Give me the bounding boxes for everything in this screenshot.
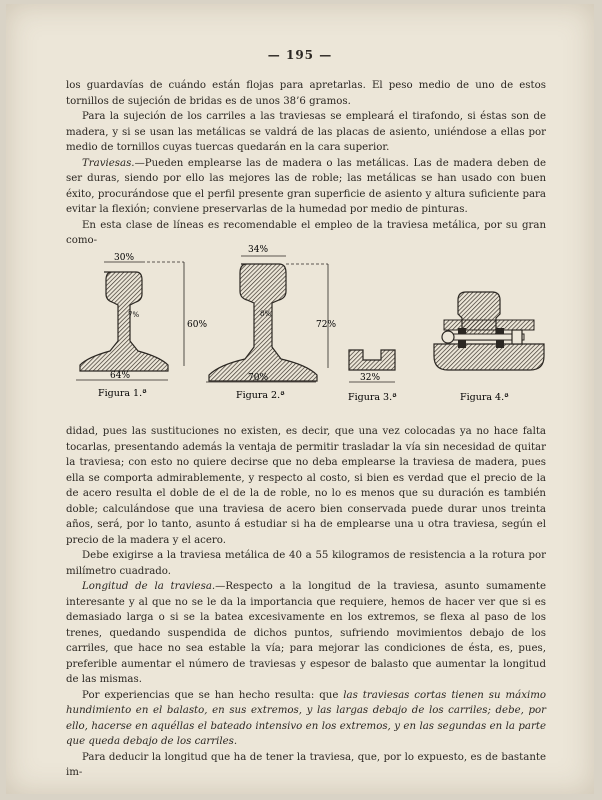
figures-area <box>66 232 546 412</box>
bottom-text-block <box>66 424 546 781</box>
fig2-base-label: 70% <box>248 373 269 383</box>
paragraph-3-body: —Pueden emplearse las de madera o las metálicas. Las de madera deben de ser duras, siendo por ello las mejores las de roble; las metálicas se han usado con buen éxito, procurándose que el perfil presente gran superficie de asiento y altura suficiente para evitar la flexión; conviene preservarlas de la humedad por medio de pinturas. <box>66 157 546 215</box>
heading-longitud: Longitud de la traviesa. <box>82 581 216 592</box>
document-page <box>6 4 594 794</box>
fig2-width-label: 34% <box>248 245 269 255</box>
page-number: — 195 — <box>267 48 333 62</box>
heading-traviesas: Traviesas. <box>82 157 135 169</box>
paragraph-5: didad, pues las sustituciones no existen, es decir, que una vez colocadas ya no hace falta tocarlas, presentando además la ventaja de permitir trasladar la vía sin necesidad de quitar la traviesa; con esto no quiere decirse que no deba emplearse la traviesa de madera, pues ella se comporta admirablemente, y respecto al costo, si bien es verdad que el precio de la de acero resulta el doble de el de la de roble, no lo es menos que su duración es también doble; calculándose que una traviesa de acero bien conservada puede durar unos treinta años, será, por lo tanto, asunto á estudiar si ha de emplearse una u otra traviesa, según el precio de la madera y el acero. <box>66 426 546 546</box>
figure-1-rail <box>76 262 184 380</box>
figure-2-caption: Figura 2.ª <box>236 390 285 401</box>
paragraph-6: Debe exigirse a la traviesa metálica de 40 a 55 kilogramos de resistencia a la rotura por milímetro cuadrado. <box>66 550 546 577</box>
fig1-base-label: 64% <box>110 371 131 381</box>
fig1-height-label: 60% <box>187 320 208 330</box>
paragraph-2: Para la sujeción de los carriles a las traviesas se empleará el tirafondo, si éstas son de madera, y si se usan las metálicas se valdrá de las placas de asiento, uniéndose a ellas por medio de tornillos cuyas tuercas quedarán en la cara superior. <box>66 111 546 153</box>
paragraph-4: En esta clase de líneas es recomendable el empleo de la traviesa metálica, por su gran como- <box>66 219 546 246</box>
paragraph-1: los guardavías de cuándo están flojas para apretarlas. El peso medio de uno de estos tornillos de sujeción de bridas es de unos 38’6 gramos. <box>66 80 546 107</box>
paragraph-7 <box>66 579 546 688</box>
figure-2-rail <box>206 256 328 382</box>
top-text-block <box>66 78 546 249</box>
figure-4-caption: Figura 4.ª <box>460 392 509 403</box>
paragraph-3 <box>66 156 546 218</box>
figure-4-fastening <box>434 292 544 370</box>
paragraph-8-start: Por experiencias que se han hecho resulta: que <box>82 689 344 701</box>
fig1-web-label: 7% <box>128 311 140 319</box>
paragraph-9: Para deducir la longitud que ha de tener la traviesa, que, por lo expuesto, es de bastante im- <box>66 751 546 778</box>
fig1-width-label: 30% <box>114 253 135 263</box>
paragraph-8 <box>66 688 546 750</box>
fig3-base-label: 32% <box>360 373 381 383</box>
figure-3-caption: Figura 3.ª <box>348 392 397 403</box>
paragraph-8-italic: las traviesas cortas tienen su máximo hundimiento en el balasto, en sus extremos, y las largas debajo de los carriles; debe, por ello, hacerse en aquéllas el bateado intensivo en los extremos, y en las segundas en la parte que queda debajo de los carriles. <box>66 689 546 747</box>
fig2-height-label: 72% <box>316 320 337 330</box>
figure-1-caption: Figura 1.ª <box>98 388 147 399</box>
rail-profiles-illustration <box>66 232 546 412</box>
fig2-web-label: 8% <box>260 310 272 318</box>
paragraph-7-body: —Respecto a la longitud de la traviesa, asunto sumamente interesante y al que no se le da la importancia que requiere, hemos de hacer ver que si es demasiado larga o si se la batea excesivamente en los extremos, se flexa al paso de los trenes, quedando suspendida de dichos puntos, sufriendo movimientos debajo de los carriles, que hace no sea estable la vía; para mejorar las condiciones de ésta, es, pues, preferible aumentar el número de traviesas y espesor de balasto que aumentar la longitud de las mismas. <box>66 581 546 685</box>
